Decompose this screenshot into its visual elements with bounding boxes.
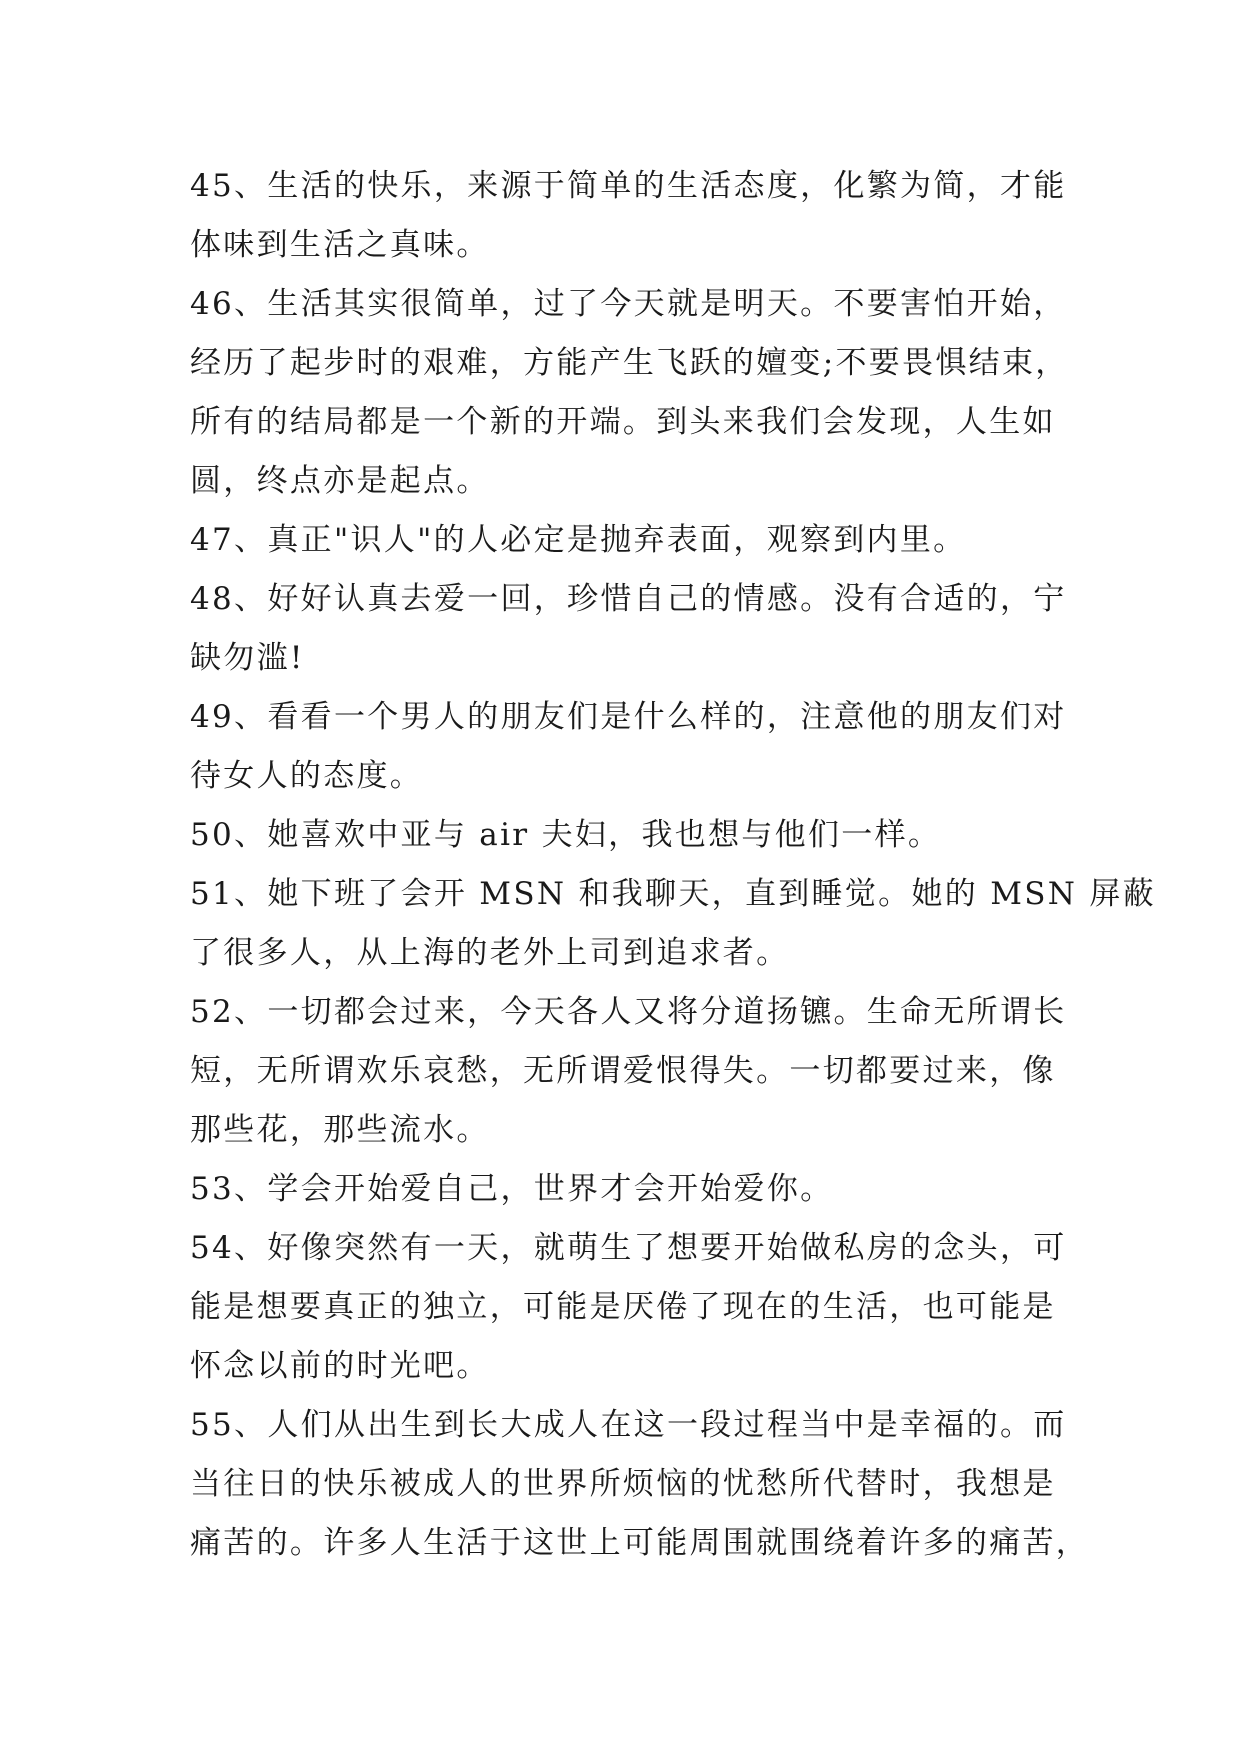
text-line: 54、好像突然有一天，就萌生了想要开始做私房的念头，可 [190, 1230, 1067, 1266]
text-line: 待女人的态度。 [190, 758, 424, 794]
text-line: 47、真正"识人"的人必定是抛弃表面，观察到内里。 [190, 522, 967, 558]
text-line: 怀念以前的时光吧。 [190, 1348, 490, 1384]
text-line: 经历了起步时的艰难，方能产生飞跃的嬗变;不要畏惧结束， [190, 345, 1069, 381]
text-line: 圆，终点亦是起点。 [190, 463, 490, 499]
text-line: 那些花，那些流水。 [190, 1112, 490, 1148]
text-line: 48、好好认真去爱一回，珍惜自己的情感。没有合适的，宁 [190, 581, 1067, 617]
text-line: 体味到生活之真味。 [190, 227, 490, 263]
text-line: 52、一切都会过来，今天各人又将分道扬镳。生命无所谓长 [190, 994, 1067, 1030]
text-line: 缺勿滥! [190, 640, 305, 676]
text-line: 55、人们从出生到长大成人在这一段过程当中是幸福的。而 [190, 1407, 1067, 1443]
text-line: 短，无所谓欢乐哀愁，无所谓爱恨得失。一切都要过来，像 [190, 1053, 1056, 1089]
text-line: 所有的结局都是一个新的开端。到头来我们会发现，人生如 [190, 404, 1056, 440]
text-line: 51、她下班了会开 MSN 和我聊天，直到睡觉。她的 MSN 屏蔽 [190, 876, 1156, 912]
text-line: 50、她喜欢中亚与 air 夫妇，我也想与他们一样。 [190, 817, 942, 853]
text-line: 53、学会开始爱自己，世界才会开始爱你。 [190, 1171, 834, 1207]
text-line: 痛苦的。许多人生活于这世上可能周围就围绕着许多的痛苦， [190, 1525, 1090, 1561]
text-line: 46、生活其实很简单，过了今天就是明天。不要害怕开始， [190, 286, 1067, 322]
document-body [190, 157, 1156, 1573]
text-line: 当往日的快乐被成人的世界所烦恼的忧愁所代替时，我想是 [190, 1466, 1056, 1502]
text-line: 了很多人，从上海的老外上司到追求者。 [190, 935, 790, 971]
text-line: 45、生活的快乐，来源于简单的生活态度，化繁为简，才能 [190, 168, 1067, 204]
text-line: 能是想要真正的独立，可能是厌倦了现在的生活，也可能是 [190, 1289, 1056, 1325]
text-line: 49、看看一个男人的朋友们是什么样的，注意他的朋友们对 [190, 699, 1067, 735]
